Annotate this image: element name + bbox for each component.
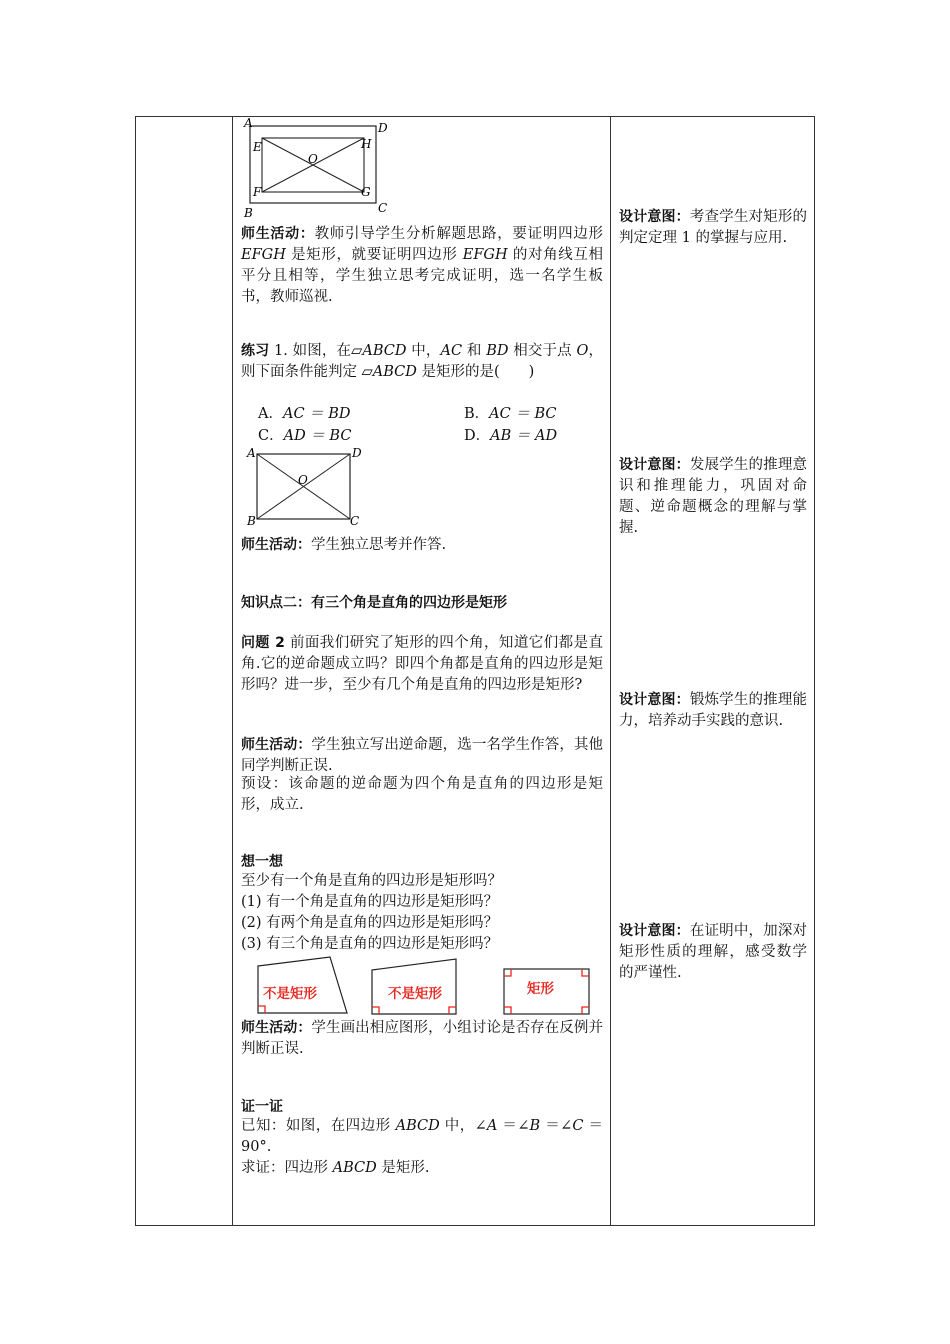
math-var: A: [486, 1118, 498, 1134]
knowledge-point-title: 知识点二：有三个角是直角的四边形是矩形: [241, 595, 507, 611]
option-d[interactable]: [464, 424, 557, 445]
math-var: B: [529, 1118, 541, 1134]
label-D: D: [352, 446, 362, 460]
label-D: D: [378, 121, 388, 135]
label-O: O: [308, 152, 318, 166]
option-expr: AB ＝ AD: [490, 428, 558, 444]
label-G: G: [361, 185, 371, 199]
label-H: H: [361, 137, 372, 151]
intent-label: 设计意图：: [619, 208, 690, 225]
label-C: C: [378, 201, 388, 215]
think-item-3: (3) 有三个角是直角的四边形是矩形吗？: [241, 936, 499, 952]
exercise-text: 1. 如图，在▱: [269, 343, 363, 359]
proof-title: 证一证: [241, 1099, 283, 1115]
exercise-text: 相交于点: [508, 343, 577, 359]
exercise-label: 练习: [241, 343, 270, 359]
label-F: F: [253, 185, 262, 199]
activity-text: 学生画出相应图形，小组讨论是否存在反例并判断正误.: [241, 1020, 604, 1057]
activity-text: 教师引导学生分析解题思路，要证明四边形: [314, 226, 604, 242]
option-b[interactable]: [464, 402, 556, 423]
intent-text: 发展学生的推理意识和推理能力，巩固对命题、逆命题概念的理解与掌握.: [619, 456, 808, 536]
option-expr: AC ＝ BC: [489, 406, 557, 422]
think-intro: 至少有一个角是直角的四边形是矩形吗？: [241, 873, 502, 889]
proof-prove: [241, 1158, 429, 1179]
option-letter: B．: [464, 406, 490, 422]
right-angle-mark: [372, 1007, 379, 1014]
label-A: A: [244, 116, 253, 130]
activity-3: [241, 735, 603, 777]
proof-text: 是矩形.: [376, 1160, 430, 1176]
activity-label: 师生活动：: [241, 737, 312, 753]
option-letter: A．: [258, 406, 283, 422]
proof-text: 已知：如图，在四边形: [241, 1118, 396, 1134]
activity-2: [241, 535, 603, 556]
right-angle-mark: [504, 969, 511, 976]
figure-rectangle-abcd: [240, 444, 370, 528]
intent-text: 锻炼学生的推理能力，培养动手实践的意识.: [619, 691, 808, 729]
label-C: C: [350, 514, 360, 528]
option-letter: C．: [258, 428, 284, 444]
design-intent-1: [619, 207, 807, 249]
option-c[interactable]: [258, 424, 351, 445]
activity-text: 是矩形，就要证明四边形: [285, 247, 463, 263]
activity-3-preset: 预设：该命题的逆命题为四个角是直角的四边形是矩形，成立.: [241, 776, 603, 813]
label-O: O: [298, 473, 308, 487]
activity-text: 学生独立思考并作答.: [311, 537, 447, 553]
label-B: B: [247, 514, 256, 528]
activity-label: 师生活动：: [241, 226, 315, 242]
intent-label: 设计意图：: [619, 456, 690, 473]
design-intent-3: [619, 690, 807, 732]
option-expr: AC ＝ BD: [282, 406, 351, 422]
activity-label: 师生活动：: [241, 537, 311, 553]
shape-2-label: 不是矩形: [388, 986, 442, 1002]
figure-rectangle-efgh: [238, 116, 398, 220]
proof-text: 中，∠: [439, 1118, 487, 1134]
exercise-text: 和: [462, 343, 487, 359]
activity-1: [241, 224, 603, 308]
math-var: C: [572, 1118, 584, 1134]
math-var: BD: [486, 343, 509, 359]
exercise-1: [241, 341, 603, 383]
activity-4: [241, 1018, 603, 1060]
math-var: ABCD: [372, 364, 417, 380]
intent-label: 设计意图：: [619, 922, 690, 939]
option-expr: AD ＝ BC: [283, 428, 352, 444]
proof-known: [241, 1116, 603, 1158]
proof-text: ＝∠: [497, 1118, 530, 1134]
quadrilateral-illustrations: [250, 955, 600, 1025]
exercise-text: ，则下面条件能判定 ▱: [241, 343, 604, 380]
proof-text: ＝ 90°.: [241, 1118, 603, 1155]
label-B: B: [244, 206, 253, 220]
proof-text: 求证：四边形: [241, 1160, 333, 1176]
shape-1-label: 不是矩形: [263, 986, 317, 1002]
math-var: ABCD: [332, 1160, 377, 1176]
activity-text: 学生独立写出逆命题，选一名学生作答，其他同学判断正误.: [241, 737, 604, 774]
label-E: E: [253, 140, 262, 154]
intent-text: 考查学生对矩形的判定定理 1 的掌握与应用.: [619, 208, 808, 246]
right-angle-mark: [582, 1007, 589, 1014]
option-letter: D．: [464, 428, 491, 444]
math-var: EFGH: [462, 247, 508, 263]
intent-label: 设计意图：: [619, 691, 690, 708]
activity-label: 师生活动：: [241, 1020, 312, 1036]
intent-text: 在证明中，加深对矩形性质的理解，感受数学的严谨性.: [619, 922, 808, 981]
think-item-2: (2) 有两个角是直角的四边形是矩形吗？: [241, 915, 499, 931]
option-a[interactable]: [258, 402, 351, 423]
math-var: EFGH: [241, 247, 286, 263]
question-text: 前面我们研究了矩形的四个角，知道它们都是直角.它的逆命题成立吗？即四个角都是直角的四边形是矩形吗？进一步，至少有几个角是直角的四边形是矩形?: [241, 635, 603, 693]
proof-text: ＝∠: [540, 1118, 573, 1134]
right-angle-mark: [449, 1007, 456, 1014]
activity-text: 的对角线互相平分且相等，学生独立思考完成证明，选一名学生板书，教师巡视.: [241, 247, 603, 305]
exercise-text: 中，: [406, 343, 441, 359]
question-2: [241, 633, 603, 696]
think-title: 想一想: [241, 854, 283, 870]
right-angle-mark: [258, 1006, 265, 1013]
shape-3-label: 矩形: [527, 981, 554, 997]
think-item-1: (1) 有一个角是直角的四边形是矩形吗？: [241, 894, 499, 910]
design-intent-4: [619, 921, 807, 984]
shape-one-right-angle: [258, 957, 347, 1013]
column-divider-2: [610, 117, 611, 1225]
math-var: ABCD: [395, 1118, 440, 1134]
right-angle-mark: [582, 969, 589, 976]
math-var: AC: [440, 343, 463, 359]
question-label: 问题 2: [241, 635, 285, 651]
column-divider-1: [232, 117, 233, 1225]
exercise-text: 是矩形的是( ): [416, 364, 535, 380]
right-angle-mark: [504, 1007, 511, 1014]
design-intent-2: [619, 455, 807, 539]
math-var: O: [576, 343, 589, 359]
math-var: ABCD: [362, 343, 407, 359]
label-A: A: [247, 446, 256, 460]
